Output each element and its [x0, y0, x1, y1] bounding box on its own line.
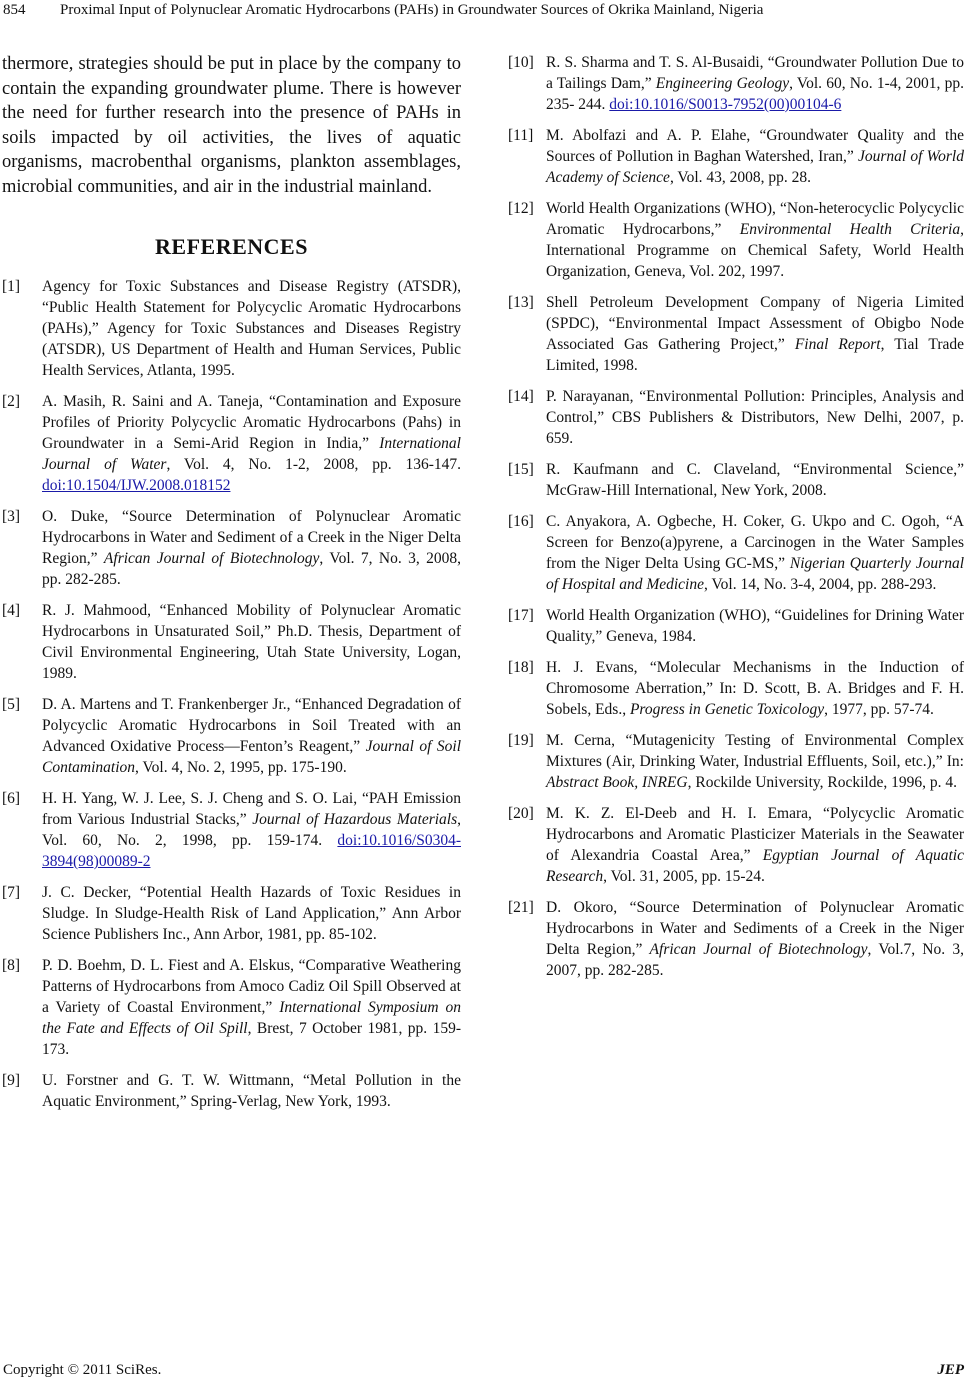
reference-text [42, 506, 461, 590]
reference-details: , Rockilde University, Rockilde, 1996, p. 4. [687, 774, 957, 791]
reference-text [42, 1070, 461, 1112]
reference-text [546, 730, 964, 793]
reference-number: [7] [2, 884, 21, 901]
reference-item [508, 657, 964, 720]
reference-list-right [508, 52, 964, 981]
reference-details: , Vol. 7, No. 3, 2008, pp. 282-285. [42, 550, 462, 588]
reference-source-title: African Journal of Biotechnology [103, 550, 320, 567]
reference-number: [3] [2, 508, 21, 525]
reference-citation: World Health Organization (WHO), “Guidelines for Drining Water Quality,” Geneva, 1984. [546, 607, 964, 645]
reference-citation: M. Abolfazi and A. P. Elahe, “Groundwater Quality and the Sources of Pollution in Baghan Watershed, Iran,” [546, 127, 964, 165]
reference-text [546, 198, 964, 282]
running-title: Proximal Input of Polynuclear Aromatic Hydrocarbons (PAHs) in Groundwater Sources of Okrika Mainland, Nigeria [60, 2, 764, 18]
reference-citation: O. Duke, “Source Determination of Polynuclear Aromatic Hydrocarbons in Water and Sediment of a Creek in the Niger Delta Region,” [42, 508, 461, 567]
reference-text [546, 897, 964, 981]
reference-source-title: Journal of Hazardous Materials [252, 811, 458, 828]
reference-number: [4] [2, 602, 21, 619]
reference-number: [14] [508, 388, 534, 405]
left-column [2, 52, 461, 1122]
reference-source-title: Progress in Genetic Toxicology [629, 701, 825, 718]
reference-citation: H. H. Yang, W. J. Lee, S. J. Cheng and S. O. Lai, “PAH Emission from Various Industrial Stacks,” [42, 790, 461, 828]
reference-source-title: International Symposium on the Fate and Effects of Oil Spill [42, 999, 462, 1037]
reference-text [42, 955, 461, 1060]
reference-number: [9] [2, 1072, 21, 1089]
reference-number: [19] [508, 732, 534, 749]
doi-link[interactable]: doi:10.1504/IJW.2008.018152 [42, 477, 231, 494]
reference-details: , Vol. 31, 2005, pp. 15-24. [603, 868, 765, 885]
references-heading: REFERENCES [155, 234, 308, 259]
reference-number: [2] [2, 393, 21, 410]
reference-item [2, 391, 461, 496]
right-column [508, 52, 964, 991]
reference-details: , Vol. 4, No. 1-2, 2008, pp. 136-147. [166, 456, 461, 473]
page-number: 854 [3, 2, 26, 18]
reference-source-title: African Journal of Biotechnology [649, 941, 868, 958]
reference-item [508, 459, 964, 501]
reference-text [546, 459, 964, 501]
reference-source-title: Journal of World Academy of Science [546, 148, 964, 186]
reference-text [546, 605, 964, 647]
doi-link[interactable]: doi:10.1016/S0013-7952(00)00104-6 [609, 96, 842, 113]
reference-number: [15] [508, 461, 534, 478]
reference-citation: World Health Organizations (WHO), “Non-heterocyclic Polycyclic Aromatic Hydrocarbons,” [546, 200, 964, 238]
reference-citation: P. Narayanan, “Environmental Pollution: Principles, Analysis and Control,” CBS Publishers & Distributors, New Delhi, 2007, p. 659. [546, 388, 964, 447]
reference-details: , Vol. 43, 2008, pp. 28. [669, 169, 812, 186]
reference-number: [18] [508, 659, 534, 676]
reference-source-title: Engineering Geology [655, 75, 790, 92]
reference-details: , Tial Trade Limited, 1998. [546, 336, 964, 374]
reference-item [2, 1070, 461, 1112]
reference-text [42, 788, 461, 872]
reference-item [2, 788, 461, 872]
reference-item [508, 386, 964, 449]
reference-item [2, 600, 461, 684]
reference-number: [1] [2, 278, 21, 295]
reference-citation: J. C. Decker, “Potential Health Hazards of Toxic Residues in Sludge. In Sludge-Health Risk of Land Application,” Ann Arbor Science Publishers Inc., Ann Arbor, 1981, pp. 85-102. [42, 884, 461, 943]
reference-number: [8] [2, 957, 21, 974]
reference-details: , Vol.7, No. 3, 2007, pp. 282-285. [546, 941, 964, 979]
reference-item [508, 511, 964, 595]
reference-citation: Agency for Toxic Substances and Disease Registry (ATSDR), “Public Health Statement for Polycyclic Aromatic Hydrocarbons (PAHs),” Agency for Toxic Substances and Diseases Registry (ATSDR), US Department of Health and Human Services, Public Health Services, Atlanta, 1995. [42, 278, 461, 379]
reference-item [508, 803, 964, 887]
reference-source-title: International Journal of Water [42, 435, 461, 473]
reference-item [508, 52, 964, 115]
reference-item [2, 506, 461, 590]
reference-details: , Vol. 60, No. 2, 1998, pp. 159-174. [42, 811, 461, 849]
reference-citation: R. J. Mahmood, “Enhanced Mobility of Polynuclear Aromatic Hydrocarbons in Unsaturated Soil,” Ph.D. Thesis, Department of Civil Environmental Engineering, Utah State University, Logan, 1989. [42, 602, 461, 682]
reference-source-title: Final Report [794, 336, 881, 353]
reference-source-title: Abstract Book, INREG [546, 774, 688, 791]
reference-details: , Vol. 4, No. 2, 1995, pp. 175-190. [135, 759, 347, 776]
reference-number: [11] [508, 127, 534, 144]
reference-citation: A. Masih, R. Saini and A. Taneja, “Contamination and Exposure Profiles of Priority Polycyclic Aromatic Hydrocarbons (Pahs) in Groundwater in a Semi-Arid Region in India,” [42, 393, 461, 452]
reference-item [2, 276, 461, 381]
reference-source-title: Environmental Health Criteria [739, 221, 961, 238]
reference-text [546, 803, 964, 887]
intro-paragraph: thermore, strategies should be put in place by the company to contain the expanding groundwater plume. There is however the need for further research into the presence of PAHs in soils impacted by oil activities, the lives of aquatic organisms, macrobenthal organisms, plankton assemblages, microbial communities, and air in the industrial mainland. [2, 54, 461, 197]
reference-text [42, 600, 461, 684]
reference-citation: R. S. Sharma and T. S. Al-Busaidi, “Groundwater Pollution Due to a Tailings Dam,” [546, 54, 964, 92]
journal-abbreviation: JEP [937, 1362, 964, 1378]
reference-citation: M. K. Z. El-Deeb and H. I. Emara, “Polycyclic Aromatic Hydrocarbons and Aromatic Plasticizer Materials in the Seawater of Alexandria Coastal Area,” [546, 805, 964, 864]
reference-text [546, 657, 964, 720]
reference-item [508, 292, 964, 376]
reference-item [2, 882, 461, 945]
reference-citation: C. Anyakora, A. Ogbeche, H. Coker, G. Ukpo and C. Ogoh, “A Screen for Benzo(a)pyrene, a Carcinogen in the Water Samples from the Niger Delta Using GC-MS,” [546, 513, 964, 572]
reference-details: , Brest, 7 October 1981, pp. 159-173. [42, 1020, 461, 1058]
doi-link[interactable]: doi:10.1016/S0304-3894(98)00089-2 [42, 832, 461, 870]
reference-list-left [2, 276, 461, 1112]
reference-item [2, 694, 461, 778]
reference-item [508, 125, 964, 188]
reference-number: [20] [508, 805, 534, 822]
reference-citation: D. A. Martens and T. Frankenberger Jr., “Enhanced Degradation of Polycyclic Aromatic Hydrocarbons in Soil Treated with an Advanced Oxidative Process—Fenton’s Reagent,” [42, 696, 461, 755]
reference-item [508, 198, 964, 282]
reference-text [546, 292, 964, 376]
reference-item [508, 730, 964, 793]
reference-number: [16] [508, 513, 534, 530]
reference-item [508, 897, 964, 981]
reference-number: [5] [2, 696, 21, 713]
reference-details: , 1977, pp. 57-74. [824, 701, 934, 718]
reference-number: [13] [508, 294, 534, 311]
reference-text [42, 694, 461, 778]
reference-source-title: Nigerian Quarterly Journal of Hospital and Medicine [546, 555, 964, 593]
reference-citation: D. Okoro, “Source Determination of Polynuclear Aromatic Hydrocarbons in Water and Sediments of a Creek in the Niger Delta Region,” [546, 899, 964, 958]
reference-text [42, 882, 461, 945]
reference-text [546, 511, 964, 595]
reference-number: [12] [508, 200, 534, 217]
reference-text [546, 125, 964, 188]
page-header [0, 0, 967, 30]
reference-text [546, 386, 964, 449]
reference-number: [17] [508, 607, 534, 624]
reference-number: [21] [508, 899, 534, 916]
reference-number: [6] [2, 790, 21, 807]
copyright-notice: Copyright © 2011 SciRes. [3, 1362, 162, 1378]
reference-citation: M. Cerna, “Mutagenicity Testing of Environmental Complex Mixtures (Air, Drinking Water, Industrial Effluents, Soil, etc.),” In: [546, 732, 964, 770]
reference-number: [10] [508, 54, 534, 71]
reference-citation: Shell Petroleum Development Company of Nigeria Limited (SPDC), “Environmental Impact Assessment of Obigbo Node Associated Gas Gathering Project,” [546, 294, 964, 353]
reference-details: , Vol. 60, No. 1-4, 2001, pp. 235- 244. [546, 75, 964, 113]
reference-source-title: Journal of Soil Contamination [42, 738, 461, 776]
reference-text [42, 391, 461, 496]
reference-text [546, 52, 964, 115]
reference-source-title: Egyptian Journal of Aquatic Research [546, 847, 964, 885]
reference-details: , Vol. 14, No. 3-4, 2004, pp. 288-293. [704, 576, 937, 593]
reference-citation: R. Kaufmann and C. Claveland, “Environmental Science,” McGraw-Hill International, New York, 2008. [546, 461, 964, 499]
reference-citation: P. D. Boehm, D. L. Fiest and A. Elskus, “Comparative Weathering Patterns of Hydrocarbons from Amoco Cadiz Oil Spill Observed at a Variety of Coastal Environment,” [42, 957, 461, 1016]
reference-item [2, 955, 461, 1060]
reference-citation: U. Forstner and G. T. W. Wittmann, “Metal Pollution in the Aquatic Environment,” Spring-Verlag, New York, 1993. [42, 1072, 461, 1110]
reference-details: , International Programme on Chemical Safety, World Health Organization, Geneva, Vol. 202, 1997. [546, 221, 964, 280]
reference-citation: H. J. Evans, “Molecular Mechanisms in the Induction of Chromosome Aberration,” In: D. Scott, B. A. Bridges and F. H. Sobels, Eds., [546, 659, 964, 718]
reference-item [508, 605, 964, 647]
reference-text [42, 276, 461, 381]
